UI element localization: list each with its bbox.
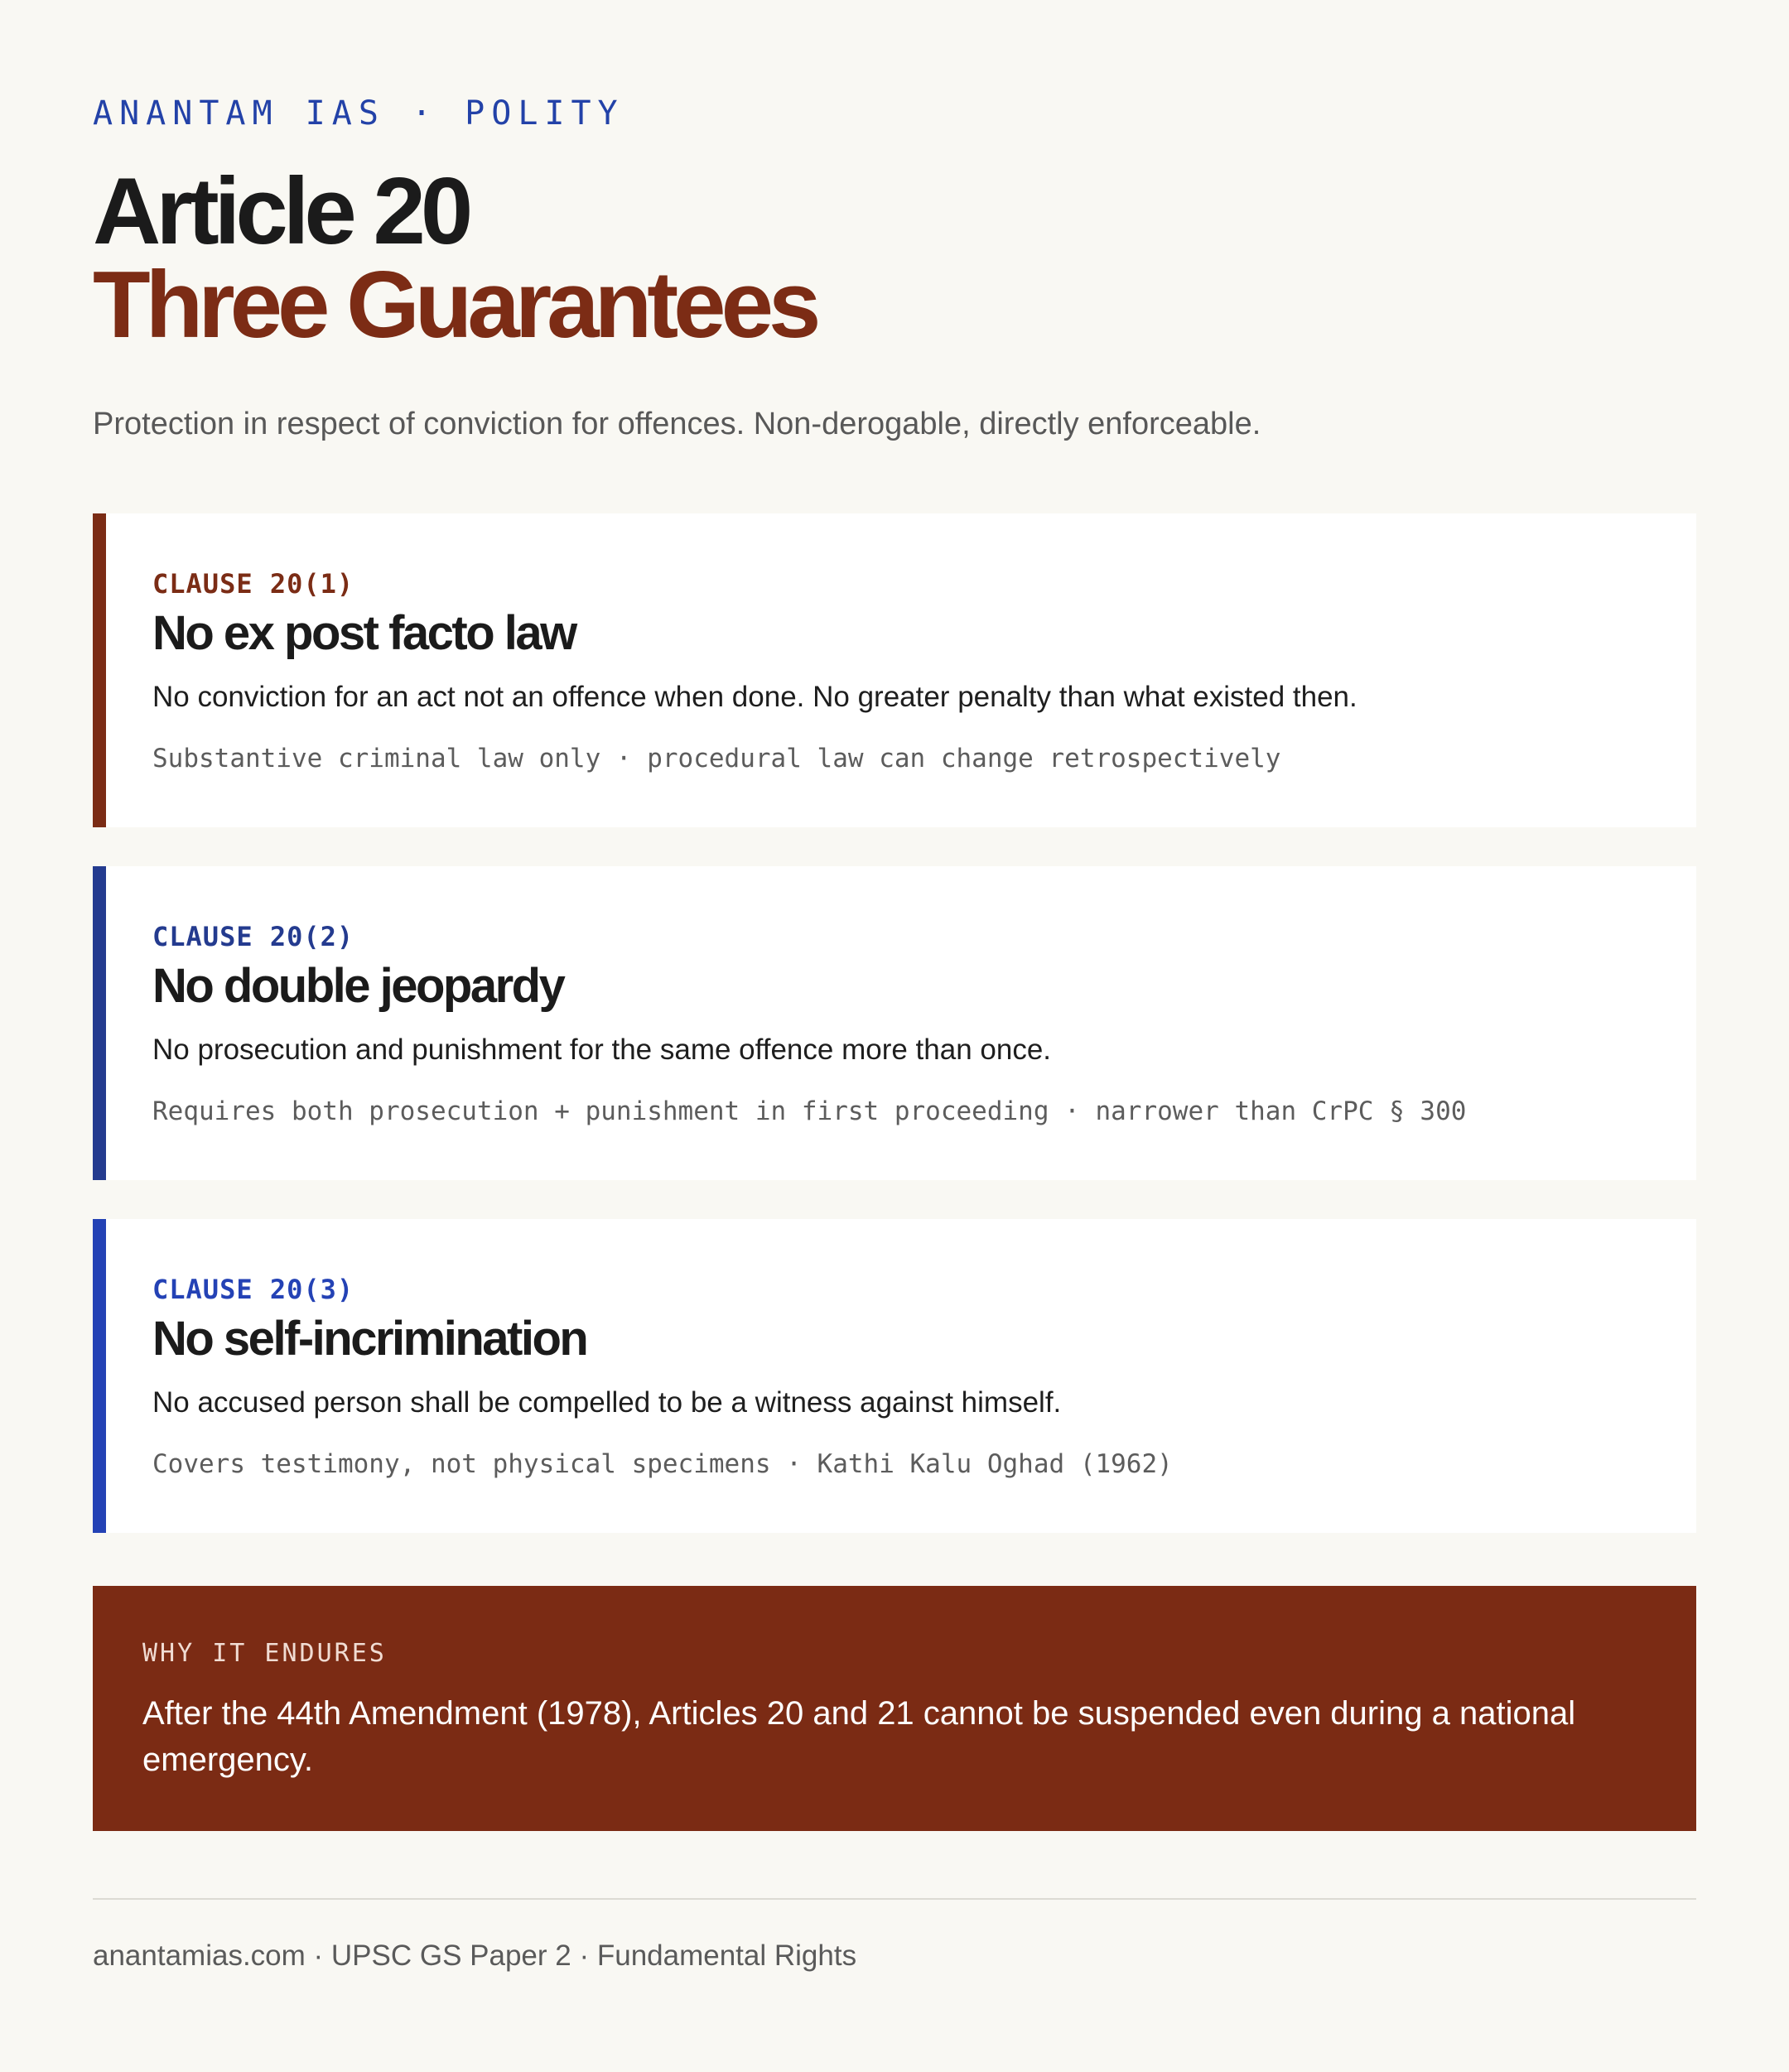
panel-body: After the 44th Amendment (1978), Articles 20 and 21 cannot be suspended even during a national emergency.	[142, 1695, 1576, 1778]
clause-heading: No self-incrimination	[152, 1312, 587, 1366]
panel-label: WHY IT ENDURES	[142, 1639, 387, 1668]
clause-card-20-3	[93, 1219, 1696, 1533]
clause-heading: No ex post facto law	[152, 606, 576, 660]
clause-number: CLAUSE 20(2)	[152, 921, 354, 952]
brand-eyebrow: ANANTAM IAS · POLITY	[93, 94, 624, 133]
clause-card-20-2	[93, 866, 1696, 1180]
clause-note: Requires both prosecution + punishment in first proceeding · narrower than CrPC § 300	[152, 1096, 1467, 1126]
clause-number: CLAUSE 20(1)	[152, 568, 354, 600]
clause-note: Covers testimony, not physical specimens · Kathi Kalu Oghad (1962)	[152, 1449, 1173, 1479]
clause-card-20-1	[93, 513, 1696, 827]
clause-description: No prosecution and punishment for the same offence more than once.	[152, 1034, 1052, 1066]
clause-number: CLAUSE 20(3)	[152, 1274, 354, 1305]
footer-text: anantamias.com · UPSC GS Paper 2 · Fundamental Rights	[93, 1939, 857, 1972]
clause-heading: No double jeopardy	[152, 959, 564, 1013]
intro-text: Protection in respect of conviction for offences. Non-derogable, directly enforceable.	[93, 407, 1261, 441]
why-it-endures-panel	[93, 1586, 1696, 1831]
clause-description: No accused person shall be compelled to be a witness against himself.	[152, 1386, 1062, 1419]
clause-accent-bar	[93, 513, 106, 827]
clause-description: No conviction for an act not an offence when done. No greater penalty than what existed then.	[152, 681, 1357, 713]
page-title: Article 20	[93, 159, 469, 264]
clause-accent-bar	[93, 866, 106, 1180]
footer-divider	[93, 1898, 1696, 1900]
page-subtitle: Three Guarantees	[93, 253, 817, 358]
clause-accent-bar	[93, 1219, 106, 1533]
clause-note: Substantive criminal law only · procedural law can change retrospectively	[152, 744, 1281, 773]
